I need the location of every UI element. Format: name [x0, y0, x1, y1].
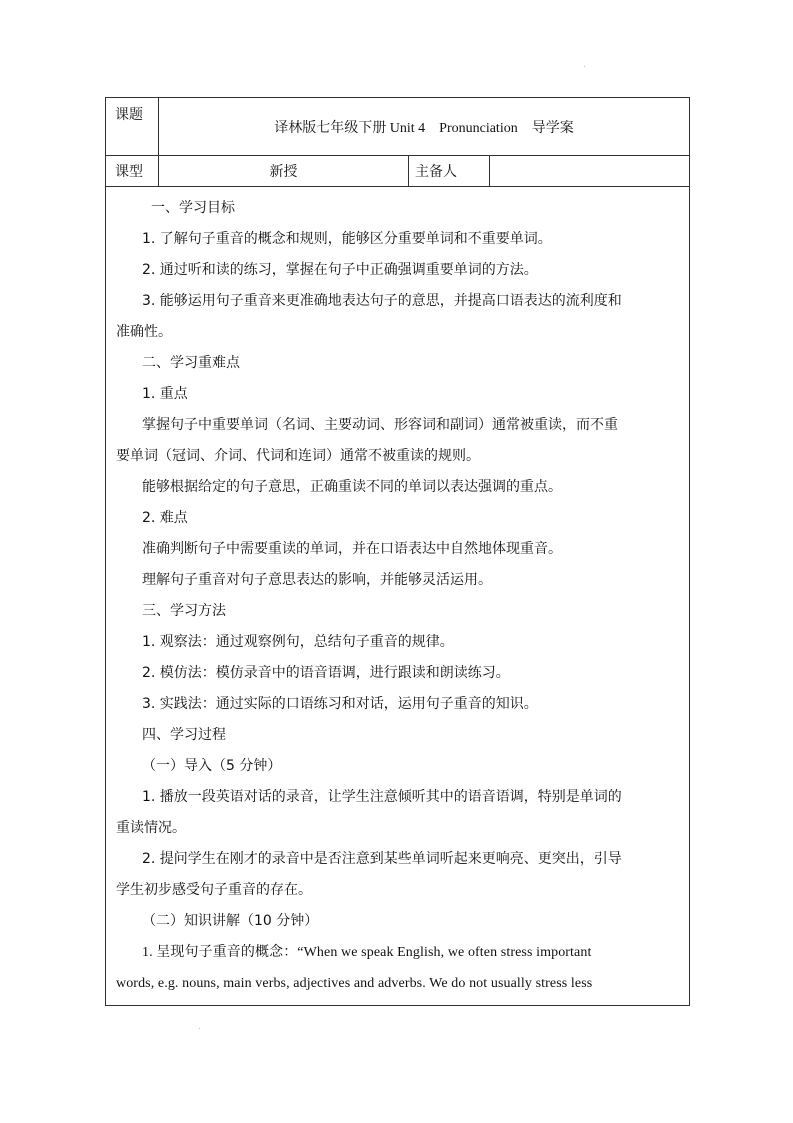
- title-value-cell: [159, 98, 690, 156]
- title-label-cell: [106, 98, 159, 156]
- intro-item-2-cont: 学生初步感受句子重音的存在。: [116, 882, 312, 898]
- preparer-label: 主备人: [415, 164, 457, 180]
- title-label: 课题: [115, 107, 143, 123]
- objective-3-cont: 准确性。: [116, 324, 172, 340]
- content-cell: [106, 187, 690, 1006]
- key-point-1-cont: 要单词（冠词、介词、代词和连词）通常不被重读的规则。: [116, 448, 480, 464]
- lesson-type: 新授: [269, 164, 298, 180]
- key-point-2: 能够根据给定的句子意思，正确重读不同的单词以表达强调的重点。: [142, 479, 562, 495]
- section-heading-key-points: 二、学习重难点: [142, 355, 240, 371]
- intro-item-2: 2. 提问学生在刚才的录音中是否注意到某些单词听起来更响亮、更突出，引导: [142, 851, 622, 867]
- objective-2: 2. 通过听和读的练习，掌握在句子中正确强调重要单词的方法。: [142, 262, 538, 278]
- method-2: 2. 模仿法：模仿录音中的语音语调，进行跟读和朗读练习。: [142, 665, 510, 681]
- section-heading-objectives: 一、学习目标: [151, 200, 235, 216]
- objective-3: 3. 能够运用句子重音来更准确地表达句子的意思，并提高口语表达的流利度和: [142, 293, 622, 309]
- intro-item-1: 1. 播放一段英语对话的录音，让学生注意倾听其中的语音语调，特别是单词的: [142, 789, 622, 805]
- preparer-value-cell: [490, 156, 690, 187]
- difficulty-heading: 2. 难点: [142, 510, 188, 526]
- page-mark-top: ·: [583, 62, 587, 73]
- preparer-label-cell: [409, 156, 490, 187]
- difficulty-2: 理解句子重音对句子意思表达的影响，并能够灵活运用。: [142, 572, 492, 588]
- step-intro-heading: （一）导入（5 分钟）: [142, 758, 282, 774]
- type-value-cell: [159, 156, 409, 187]
- key-point-heading: 1. 重点: [142, 386, 188, 402]
- key-point-1: 掌握句子中重要单词（名词、主要动词、形容词和副词）通常被重读，而不重: [142, 417, 618, 433]
- page-mark-bottom: ·: [198, 1024, 202, 1035]
- section-heading-methods: 三、学习方法: [142, 603, 226, 619]
- method-3: 3. 实践法：通过实际的口语练习和对话，运用句子重音的知识。: [142, 696, 538, 712]
- section-heading-process: 四、学习过程: [142, 727, 226, 743]
- objective-1: 1. 了解句子重音的概念和规则，能够区分重要单词和不重要单词。: [142, 231, 552, 247]
- type-label-cell: [106, 156, 159, 187]
- intro-item-1-cont: 重读情况。: [116, 820, 186, 836]
- difficulty-1: 准确判断句子中需要重读的单词，并在口语表达中自然地体现重音。: [142, 541, 562, 557]
- knowledge-item-1: 1. 呈现句子重音的概念：“When we speak English, we often stress important: [142, 945, 592, 960]
- type-label: 课型: [115, 164, 143, 180]
- knowledge-item-1-cont: words, e.g. nouns, main verbs, adjectives and adverbs. We do not usually stress less: [116, 976, 593, 991]
- lesson-title: 译林版七年级下册 Unit 4 Pronunciation 导学案: [274, 120, 574, 136]
- method-1: 1. 观察法：通过观察例句，总结句子重音的规律。: [142, 634, 454, 650]
- step-knowledge-heading: （二）知识讲解（10 分钟）: [142, 913, 319, 929]
- lesson-plan-table: [105, 97, 690, 1006]
